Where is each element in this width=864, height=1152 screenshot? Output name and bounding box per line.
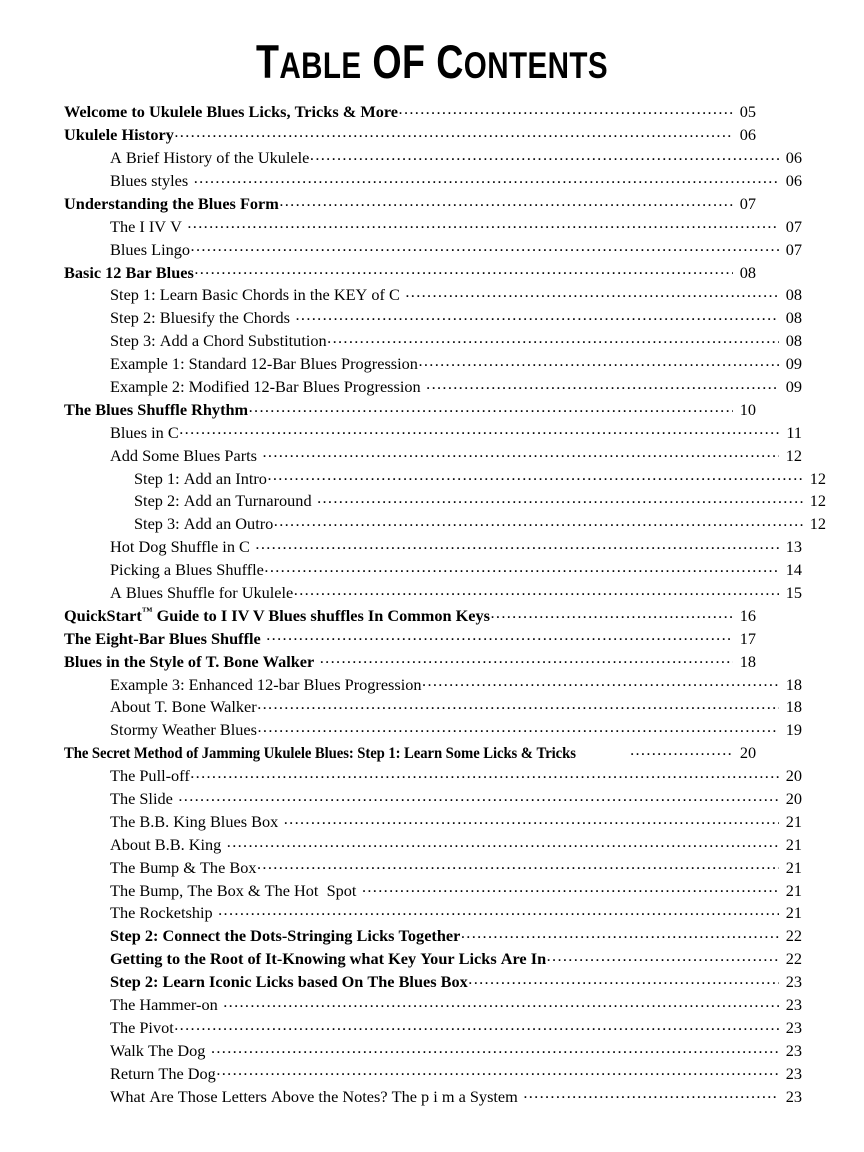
toc-entry-label: Understanding the Blues Form	[64, 193, 279, 213]
dot-leader	[310, 147, 779, 163]
toc-entry[interactable]	[110, 902, 802, 925]
toc-entry[interactable]	[134, 467, 826, 490]
toc-entry-label: The Secret Method of Jamming Ukulele Blues: Step 1: Learn Some Licks & Tricks	[64, 743, 576, 763]
toc-page-number: 22	[785, 926, 802, 946]
toc-page-number: 21	[785, 834, 802, 854]
toc-entry[interactable]	[64, 650, 756, 673]
dot-leader	[630, 742, 732, 758]
dot-leader	[257, 696, 778, 712]
toc-entry-label: Example 3: Enhanced 12-bar Blues Progression	[110, 674, 422, 694]
toc-entry-label: Hot Dog Shuffle in C	[110, 537, 250, 557]
toc-page-number: 23	[785, 1017, 802, 1037]
toc-entry[interactable]	[110, 559, 802, 582]
toc-entry-label: Blues styles	[110, 170, 189, 190]
dot-leader	[223, 994, 778, 1010]
toc-entry-label: The Slide	[110, 789, 173, 809]
toc-entry[interactable]	[110, 536, 802, 559]
toc-entry[interactable]	[110, 1040, 802, 1063]
toc-page-number: 20	[785, 789, 802, 809]
toc-page-number: 20	[785, 766, 802, 786]
dot-leader	[327, 330, 778, 346]
toc-entry-label: Step 3: Add a Chord Substitution	[110, 331, 327, 351]
toc-page-number: 06	[785, 148, 802, 168]
toc-entry[interactable]	[64, 605, 756, 628]
toc-page-number: 21	[785, 903, 802, 923]
toc-entry-label: A Blues Shuffle for Ukulele	[110, 583, 294, 602]
dot-leader	[317, 490, 802, 506]
page-title-text-part-6: ONTENTS	[463, 45, 609, 86]
toc-page-number: 18	[785, 674, 802, 694]
toc-page-number: 12	[809, 468, 826, 488]
dot-leader	[255, 536, 778, 552]
dot-leader	[191, 238, 779, 254]
toc-entry-label: Step 3: Add an Outro	[134, 514, 274, 534]
toc-entry[interactable]	[110, 788, 802, 811]
toc-entry[interactable]	[110, 147, 802, 170]
dot-leader	[194, 170, 779, 186]
dot-leader	[547, 948, 779, 964]
toc-entry[interactable]	[110, 765, 802, 788]
toc-entry-label: Getting to the Root of It-Knowing what Key Your Licks Are In	[110, 949, 547, 969]
toc-page-number: 10	[739, 399, 756, 419]
toc-page-number: 16	[739, 605, 756, 625]
dot-leader	[227, 834, 779, 850]
toc-page-number: 07	[785, 216, 802, 236]
toc-entry-label: Step 1: Add an Intro	[134, 468, 267, 488]
dot-leader	[218, 902, 778, 918]
toc-entry[interactable]	[110, 170, 802, 193]
toc-entry[interactable]	[134, 490, 826, 513]
toc-page-number: 06	[739, 125, 756, 145]
toc-entry[interactable]	[64, 261, 756, 284]
toc-entry[interactable]	[110, 994, 802, 1017]
toc-page-number: 18	[739, 651, 756, 671]
toc-entry-label: Welcome to Ukulele Blues Licks, Tricks & More	[64, 102, 399, 122]
toc-entry[interactable]	[64, 627, 756, 650]
dot-leader	[266, 627, 732, 643]
toc-page-number: 21	[785, 880, 802, 900]
toc-page-number: 12	[785, 445, 802, 465]
toc-entry-label: The B.B. King Blues Box	[110, 811, 279, 831]
toc-entry[interactable]	[110, 1085, 802, 1108]
toc-page-number: 23	[785, 1063, 802, 1083]
toc-page-number: 21	[785, 857, 802, 877]
toc-entry[interactable]	[110, 1062, 802, 1085]
toc-entry-label: QuickStart™ Guide to I IV V Blues shuffles In Common Keys	[64, 605, 490, 625]
toc-entry[interactable]	[110, 719, 802, 742]
dot-leader	[216, 1062, 778, 1078]
toc-entry[interactable]	[110, 925, 802, 948]
toc-page-number: 17	[739, 628, 756, 648]
toc-entry-label: Step 2: Learn Iconic Licks based On The Blues Box	[110, 972, 468, 992]
toc-page-number: 07	[785, 239, 802, 259]
dot-leader	[523, 1085, 778, 1101]
dot-leader	[249, 399, 733, 415]
toc-entry[interactable]	[110, 444, 802, 467]
toc-page-number: 11	[786, 422, 802, 442]
toc-page-number: 13	[785, 537, 802, 557]
toc-page-number: 12	[809, 514, 826, 534]
toc-entry[interactable]	[64, 399, 756, 422]
dot-leader	[178, 788, 778, 804]
dot-leader	[267, 467, 802, 483]
dot-leader	[399, 101, 733, 117]
toc-entry-label: Blues Lingo	[110, 239, 191, 259]
dot-leader	[468, 971, 778, 987]
dot-leader	[418, 353, 778, 369]
dot-leader	[190, 765, 778, 781]
dot-leader	[491, 605, 733, 621]
dot-leader	[284, 811, 779, 827]
toc-entry-label: The Blues Shuffle Rhythm	[64, 399, 249, 419]
page-title-text-part-1: T	[255, 35, 280, 88]
dot-leader	[194, 261, 732, 277]
toc-page-number: 08	[739, 262, 756, 282]
toc-page-number: 18	[785, 697, 802, 717]
toc-entry[interactable]	[64, 193, 756, 216]
page-title-text-part-5: C	[425, 35, 464, 88]
dot-leader	[279, 193, 732, 209]
toc-entry[interactable]	[110, 971, 802, 994]
toc-entry-label: Step 1: Learn Basic Chords in the KEY of C	[110, 285, 400, 305]
toc-page-number: 14	[785, 560, 802, 580]
toc-entry[interactable]	[110, 696, 802, 719]
toc-entry[interactable]	[110, 376, 802, 399]
toc-entry-label: A Brief History of the Ukulele	[110, 148, 310, 168]
toc-entry-label: Stormy Weather Blues	[110, 720, 257, 740]
toc-page-number: 12	[809, 491, 826, 511]
page-title	[86, 36, 777, 92]
toc-entry-label: The Pull-off	[110, 766, 190, 786]
toc-entry-label: The Rocketship	[110, 903, 213, 923]
toc-entry[interactable]	[110, 353, 802, 376]
trademark-icon: ™	[141, 605, 153, 618]
toc-entry[interactable]	[110, 948, 802, 971]
toc-entry[interactable]	[110, 582, 802, 605]
toc-entry[interactable]	[110, 238, 802, 261]
toc-entry[interactable]	[110, 856, 802, 879]
dot-leader	[405, 284, 778, 300]
toc-entry-label: The Pivot	[110, 1017, 174, 1037]
toc-entry-label: What Are Those Letters Above the Notes? The p i m a System	[110, 1086, 518, 1106]
toc-page-number: 23	[785, 1040, 802, 1060]
dot-leader	[258, 719, 779, 735]
dot-leader	[211, 1040, 779, 1056]
dot-leader	[362, 879, 779, 895]
toc-page-number: 19	[785, 720, 802, 740]
toc-page-number: 08	[785, 308, 802, 328]
toc-page-number: 05	[739, 102, 756, 122]
toc-entry[interactable]	[110, 834, 802, 857]
toc-entry[interactable]	[110, 307, 802, 330]
dot-leader	[179, 421, 778, 437]
dot-leader	[174, 1017, 778, 1033]
toc-page-number: 20	[739, 743, 756, 763]
toc-entry-label: Ukulele History	[64, 125, 174, 145]
toc-page-number: 22	[785, 949, 802, 969]
toc-entry-label: Blues in C	[110, 422, 179, 442]
page-title-text-part-4: F	[402, 35, 426, 88]
toc-entry-label: Blues in the Style of T. Bone Walker	[64, 651, 315, 671]
toc-page-number: 09	[785, 354, 802, 374]
toc-page-number: 08	[785, 285, 802, 305]
toc-entry-label: The Hammer-on	[110, 995, 218, 1015]
toc-entry[interactable]	[64, 124, 756, 147]
dot-leader	[174, 124, 732, 140]
toc-entry-label: The Bump, The Box & The Hot Spot	[110, 880, 357, 900]
page-title-text-part-2: ABLE	[279, 45, 362, 86]
dot-leader	[274, 513, 803, 529]
toc-entry-label: Walk The Dog	[110, 1040, 206, 1060]
toc-entry-label: Step 2: Bluesify the Chords	[110, 308, 290, 328]
toc-entry[interactable]	[110, 1017, 802, 1040]
toc-entry-label: Basic 12 Bar Blues	[64, 262, 194, 282]
toc-entry-list	[64, 101, 826, 1108]
dot-leader	[264, 559, 778, 575]
toc-entry-label: The I IV V	[110, 216, 182, 236]
page-title-text-part-3: O	[361, 35, 403, 88]
toc-page-number: 15	[785, 583, 802, 602]
dot-leader	[263, 444, 779, 460]
toc-entry[interactable]	[110, 215, 802, 238]
toc-entry[interactable]	[110, 811, 802, 834]
toc-page-number: 08	[785, 331, 802, 351]
toc-entry[interactable]	[64, 742, 756, 765]
dot-leader	[422, 673, 778, 689]
toc-entry-label: Return The Dog	[110, 1063, 216, 1083]
toc-entry-label: The Eight-Bar Blues Shuffle	[64, 628, 261, 648]
toc-entry-label: Step 2: Connect the Dots-Stringing Licks Together	[110, 926, 461, 946]
toc-entry[interactable]	[110, 673, 802, 696]
toc-entry[interactable]	[134, 513, 826, 536]
toc-entry-label: Step 2: Add an Turnaround	[134, 491, 312, 511]
toc-page-number: 06	[785, 170, 802, 190]
toc-entry[interactable]	[64, 101, 756, 124]
toc-entry[interactable]	[110, 284, 802, 307]
toc-entry[interactable]	[110, 421, 802, 444]
toc-page-number: 21	[785, 811, 802, 831]
toc-entry-label: The Bump & The Box	[110, 857, 257, 877]
toc-entry-label: About B.B. King	[110, 834, 222, 854]
dot-leader	[320, 650, 733, 666]
dot-leader	[296, 307, 779, 323]
dot-leader	[187, 215, 778, 231]
toc-entry-label: Picking a Blues Shuffle	[110, 560, 264, 580]
toc-page-number: 23	[785, 972, 802, 992]
toc-entry-label: About T. Bone Walker	[110, 697, 257, 717]
toc-page-number: 07	[739, 193, 756, 213]
dot-leader	[426, 376, 778, 392]
toc-page-number: 23	[785, 995, 802, 1015]
toc-entry-label: Add Some Blues Parts	[110, 445, 257, 465]
dot-leader	[461, 925, 779, 941]
dot-leader	[257, 856, 778, 872]
toc-entry[interactable]	[110, 879, 802, 902]
toc-entry-label: Example 1: Standard 12-Bar Blues Progression	[110, 354, 418, 374]
toc-page-number: 09	[785, 376, 802, 396]
toc-entry-label: Example 2: Modified 12-Bar Blues Progression	[110, 376, 421, 396]
toc-page-number: 23	[785, 1086, 802, 1106]
dot-leader	[294, 582, 779, 598]
toc-entry[interactable]	[110, 330, 802, 353]
